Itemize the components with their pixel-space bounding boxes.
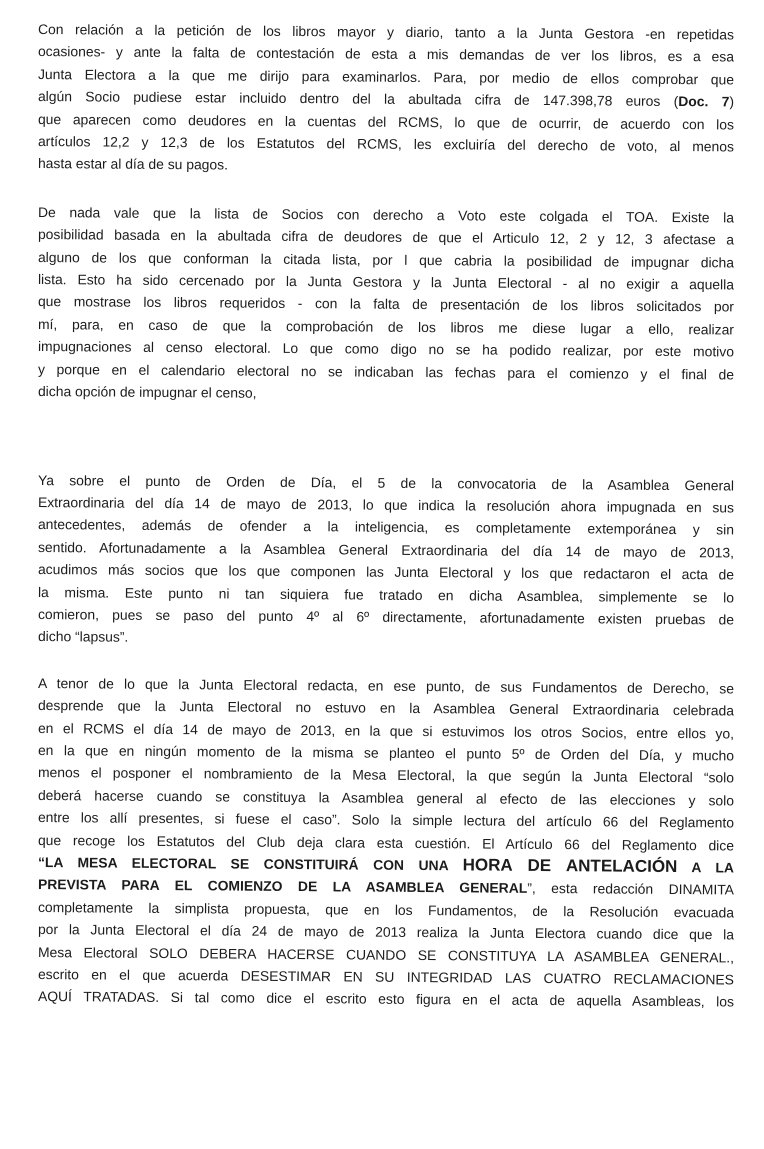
text-line: mí, para, en caso de que la comprobación de los libros me diese lugar a ello, realizar (37, 315, 735, 338)
quote-line-2-tail: ”, esta redacción DINAMITA (527, 880, 735, 898)
paragraph-libros (38, 18, 734, 175)
text-line: dicho “lapsus”. (37, 628, 129, 646)
text-line: en el RCMS el día 14 de mayo de 2013, en la que si estuvimos los otros Socios, entre ellos yo, (37, 719, 735, 742)
text-line: posibilidad basada en la abultada cifra de deudores de que el Articulo 12, 2 y 12, 3 afectase a (37, 226, 735, 248)
text-line: AQUÍ TRATADAS. Si tal como dice el escrito esto figura en el acta de aquella Asambleas, los (37, 988, 735, 1010)
paragraph-lista-socios (38, 201, 734, 403)
text-line: comieron, pues se paso del punto 4º al 6º directamente, afortunadamente existen pruebas de (37, 605, 735, 628)
text-line: que recoge los Estatutos del Club deja clara esta cuestión. El Artículo 66 del Reglamento dice (37, 831, 735, 854)
text-line: impugnaciones al censo electoral. Lo que como digo no se ha podido realizar, por este motivo (37, 338, 735, 360)
text-line: A tenor de lo que la Junta Electoral redacta, en ese punto, de sus Fundamentos de Derecho, se (37, 674, 735, 697)
text-line: Extraordinaria del día 14 de mayo de 2013, lo que indica la resolución ahora impugnada en sus (37, 493, 735, 516)
doc-reference: Doc. 7 (678, 93, 730, 110)
quote-part-1: LA MESA ELECTORAL SE CONSTITUIRÁ CON UNA (44, 854, 463, 874)
text-line: Ya sobre el punto de Orden de Día, el 5 de la convocatoria de la Asamblea General (37, 471, 735, 493)
text-line: antecedentes, además de ofender a la inteligencia, es completamente extemporánea y sin (37, 516, 735, 538)
text-line: deberá hacerse cuando se constituya la Asamblea general al efecto de las elecciones y solo (37, 786, 735, 809)
text-line: algún Socio pudiese estar incluido dentro del la abultada cifra de 147.398,78 euros (Doc. 7) (37, 88, 735, 110)
text-line: artículos 12,2 y 12,3 de los Estatutos del RCMS, les excluiría del derecho de voto, al menos (37, 133, 735, 155)
text-line: lista. Esto ha sido cercenado por la Junta Gestora y la Junta Electoral - al no exigir a aquella (37, 271, 735, 293)
text-line: alguno de los que conforman la citada lista, por l que cabria la posibilidad de impugnar dicha (37, 248, 735, 271)
text-line: acudimos más socios que los que componen las Junta Electoral y los que redactaron el acta de (37, 561, 735, 583)
text-line: Junta Electora a la que me dirijo para examinarlos. Para, por medio de ellos comprobar que (37, 65, 735, 88)
text-line: Con relación a la petición de los libros mayor y diario, tanto a la Junta Gestora -en repetidas (37, 21, 735, 43)
text-line: menos el posponer el nombramiento de la Mesa Electoral, la que según la Junta Electoral “solo (37, 764, 735, 786)
text-line: dicha opción de impugnar el censo, (37, 383, 257, 401)
text-line: y porque en el calendario electoral no se indicaban las fechas para el comienzo y el final de (37, 360, 735, 383)
text-line: que mostrase los libros requeridos - con la falta de presentación de los libros solicitados por (37, 293, 735, 315)
text-line: ocasiones- y ante la falta de contestación de esta a mis demandas de ver los libros, es a esa (37, 43, 735, 65)
quote-open: “ (37, 854, 46, 871)
text-line: la misma. Este punto ni tan siquiera fue tratado en dicha Asamblea, simplemente se lo (37, 583, 735, 605)
text-line: Mesa Electoral SOLO DEBERA HACERSE CUANDO SE CONSTITUYA LA ASAMBLEA GENERAL., (37, 943, 735, 966)
text-line: sentido. Afortunadamente a la Asamblea General Extraordinaria del día 14 de mayo de 2013, (37, 538, 735, 561)
text-line: en la que en ningún momento de la misma se planteo el punto 5º de Orden del Día, y mucho (37, 741, 735, 764)
text-line: completamente la simplista propuesta, que en los Fundamentos, de la Resolución evacuada (37, 898, 735, 921)
text-line: escrito en el que acuerda DESESTIMAR EN SU INTEGRIDAD LAS CUATRO RECLAMACIONES (37, 966, 735, 988)
paragraph-fundamentos (38, 672, 734, 1008)
quote-emphasis: HORA DE ANTELACIÓN (462, 855, 678, 877)
text-line: De nada vale que la lista de Socios con derecho a Voto este colgada el TOA. Existe la (37, 203, 735, 226)
text-line: entre los allí presentes, si fuese el caso”. Solo la simple lectura del artículo 66 del Reglamento (37, 809, 735, 831)
paragraph-orden-dia (38, 469, 734, 648)
text-line: hasta estar al día de su pagos. (37, 155, 229, 173)
text-line: que aparecen como deudores en la cuentas del RCMS, lo que de ocurrir, de acuerdo con los (37, 110, 735, 133)
quote-line-2-bold: PREVISTA PARA EL COMIENZO DE LA ASAMBLEA GENERAL (37, 876, 528, 897)
quote-part-3: A LA (677, 859, 735, 876)
text-line: por la Junta Electoral el día 24 de mayo de 2013 realiza la Junta Electora cuando dice que la (37, 921, 735, 943)
text-line: desprende que la Junta Electoral no estuvo en la Asamblea General Extraordinaria celebrada (37, 697, 735, 719)
